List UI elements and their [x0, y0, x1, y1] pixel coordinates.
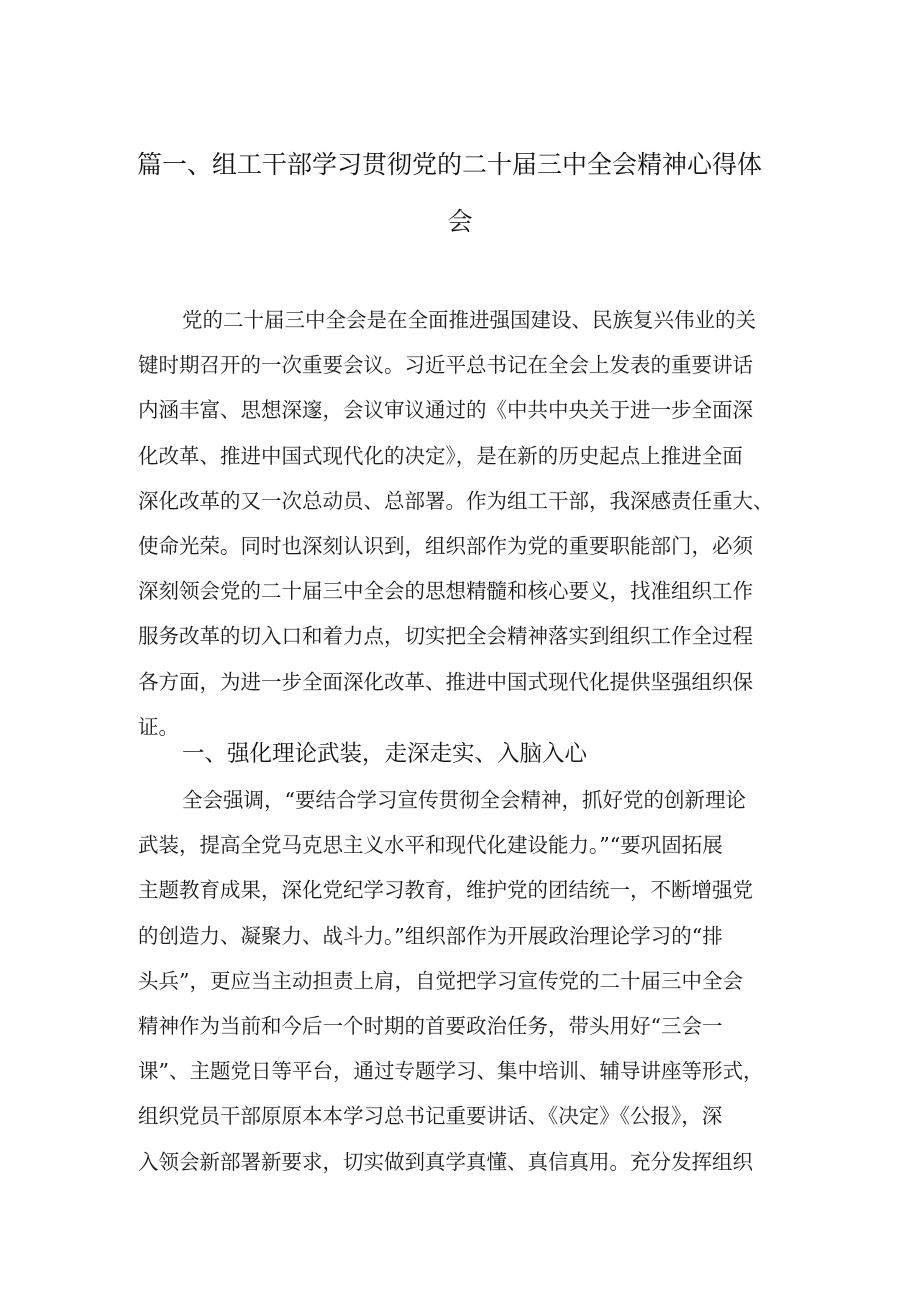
paragraph-1-line: 服务改革的切入口和着力点，切实把全会精神落实到组织工作全过程 — [138, 624, 753, 649]
paragraph-1-line: 深化改革的又一次总动员、总部署。作为组工干部，我深感责任重大、 — [138, 488, 774, 513]
paragraph-2-line: 武装，提高全党马克思主义水平和现代化建设能力。”“要巩固拓展 — [138, 833, 723, 858]
paragraph-2-line: 主题教育成果，深化党纪学习教育，维护党的团结统一，不断增强党 — [138, 878, 753, 903]
paragraph-2-line: 课”、主题党日等平台，通过专题学习、集中培训、辅导讲座等形式， — [138, 1059, 764, 1084]
paragraph-1-line: 党的二十届三中全会是在全面推进强国建设、民族复兴伟业的关 — [182, 308, 756, 332]
paragraph-2-line: 入领会新部署新要求，切实做到真学真懂、真信真用。充分发挥组织 — [138, 1149, 753, 1174]
paragraph-2 — [138, 778, 788, 1185]
paragraph-2-line: 组织党员干部原原本本学习总书记重要讲话、《决定》《公报》，深 — [138, 1104, 723, 1129]
paragraph-1 — [138, 298, 788, 750]
paragraph-2-line: 精神作为当前和今后一个时期的首要政治任务，带头用好“三会一 — [138, 1013, 723, 1038]
document-title-line-1: 篇一、组工干部学习贯彻党的二十届三中全会精神心得体 — [137, 150, 763, 179]
paragraph-1-line: 内涵丰富、思想深邃，会议审议通过的《中共中央关于进一步全面深 — [138, 398, 753, 423]
paragraph-1-line: 深刻领会党的二十届三中全会的思想精髓和核心要义，找准组织工作 — [138, 579, 753, 604]
paragraph-1-line: 各方面，为进一步全面深化改革、推进中国式现代化提供坚强组织保 — [138, 669, 753, 694]
paragraph-2-line: 的创造力、凝聚力、战斗力。”组织部作为开展政治理论学习的“排 — [138, 923, 723, 948]
paragraph-2-line: 头兵”，更应当主动担责上肩，自觉把学习宣传党的二十届三中全会 — [138, 968, 743, 993]
section-1-heading: 一、强化理论武装，走深走实、入脑入心 — [182, 741, 588, 767]
paragraph-2-line: 全会强调，“要结合学习宣传贯彻全会精神，抓好党的创新理论 — [182, 788, 746, 812]
paragraph-1-line: 化改革、推进中国式现代化的决定》，是在新的历史起点上推进全面 — [138, 443, 743, 468]
paragraph-1-line: 键时期召开的一次重要会议。习近平总书记在全会上发表的重要讲话 — [138, 353, 753, 378]
paragraph-1-line: 证。 — [138, 714, 179, 739]
document-title-line-2: 会 — [447, 207, 473, 236]
paragraph-1-line: 使命光荣。同时也深刻认识到，组织部作为党的重要职能部门，必须 — [138, 533, 753, 558]
